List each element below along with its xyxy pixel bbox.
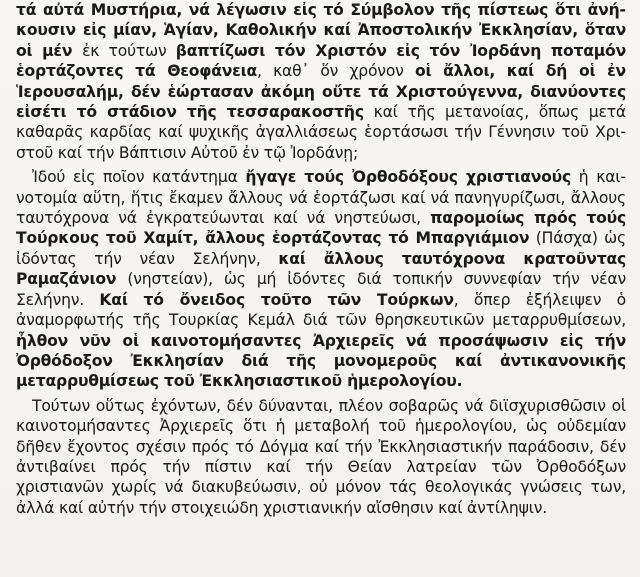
text-segment: (νηστείαν), ὡς μή ἰδόντες διά τοπικήν συννεφίαν τήν νέαν Σελήνην. bbox=[16, 270, 626, 309]
text-segment-bold: ἦλθον νῦν οἱ καινοτομήσαντες Ἀρχιερεῖς νά προσάψωσιν εἰς τήν Ὀρθόδοξον Ἐκκλησίαν διά τῆς μονομεροῦς καί ἀντικανονικῆς μεταρρυθμίσεως τοῦ Ἐκκλησιαστικοῦ ἡμερολογίου. bbox=[16, 331, 626, 391]
text-segment-bold: παρομοίως πρός τούς Τούρκους τοῦ Χαμίτ, ἄλλους ἑορτάζοντας τό Μπαργιάμιον bbox=[16, 209, 627, 248]
text-segment-bold: ἤγαγε τούς Ὀρθοδόξους χριστιανούς bbox=[245, 168, 572, 187]
paragraph-3 bbox=[16, 396, 626, 518]
text-segment: Ἰδού εἰς ποῖον κατάντημα bbox=[32, 168, 246, 187]
paragraph-2 bbox=[16, 167, 626, 391]
document-text bbox=[16, 0, 626, 518]
paragraph-1 bbox=[16, 0, 626, 163]
text-segment: καί τῆς μετανοίας, ὅπως μετά καθαρᾶς καρδίας καί ψυχικῆς ἀγαλλιάσεως ἑορτάσωσι τήν Γέννησιν τοῦ Χριστοῦ καί τήν Βάπτισιν Αὐτοῦ ἐν τῷ Ἰορδάνῃ; bbox=[16, 103, 626, 162]
text-segment: , καθ᾽ ὅν χρόνον bbox=[257, 62, 415, 81]
text-segment-bold: τά αὐτά Μυστήρια, νά λέγωσιν εἰς τό Σύμβολον τῆς πίστεως ὅτι ἀνήκουσιν εἰς μίαν, Ἁγίαν, Καθολικήν καί Ἀποστολικήν Ἐκκλησίαν, ὅταν οἱ μέν bbox=[16, 1, 626, 60]
text-segment-bold: βαπτίζωσι τόν Χριστόν εἰς τόν Ἰορδάνη ποταμόν ἑορτάζοντες τά Θεοφάνεια bbox=[16, 41, 626, 81]
text-segment: ἐκ τούτων bbox=[82, 41, 176, 60]
text-segment: ἡ καινοτομία αὕτη, ἥτις ἔκαμεν ἄλλους νά ἑορτάζωσι καί νά πανηγυρίζωσι, ἄλλους ταυτόχρονα νά ἐγκρατεύωνται καί νά νηστεύωσι, bbox=[16, 168, 626, 228]
text-segment-bold: Καί τό ὄνειδος τοῦτο τῶν Τούρκων bbox=[99, 290, 454, 309]
text-segment: (Πάσχα) ὡς ἰδόντας τήν νέαν Σελήνην, bbox=[16, 229, 626, 268]
text-segment-bold: οἱ ἄλλοι, καί δή οἱ ἐν Ἱερουσαλήμ, δέν ἑώρτασαν ἀκόμη οὔτε τά Χριστούγεννα, διανύοντες εἰσέτι τό στάδιον τῆς τεσσαρακοστῆς bbox=[16, 62, 626, 122]
text-segment-bold: καί ἄλλους ταυτόχρονα κρατοῦντας Ραμαζάνιον bbox=[16, 249, 626, 289]
text-segment: Τούτων οὕτως ἐχόντων, δέν δύνανται, πλέον σοβαρῶς νά διϊσχυρισθῶσιν οἱ καινοτομήσαντες Ἀρχιερεῖς ὅτι ἡ μεταβολή τοῦ ἡμερολογίου, ὡς οὐδεμίαν δῆθεν ἔχοντος σχέσιν πρός τό Δόγμα καί τήν Ἐκκλησιαστικήν παράδοσιν, δέν ἀντιβαίνει πρός τήν πίστιν καί τήν Θείαν λατρείαν τῶν Ὀρθοδόξων χριστιανῶν χωρίς νά διακυβεύωσιν, οὐ μόνον τάς θεολογικάς γνώσεις των, ἀλλά καί αὐτήν τήν στοιχειώδη χριστιανικήν αἴσθησιν καί ἀντίληψιν. bbox=[16, 396, 626, 517]
text-segment: , ὅπερ ἐξήλειψεν ὁ ἀναμορφωτής τῆς Τουρκίας Κεμάλ διά τῶν θρησκευτικῶν μεταρρυθμίσεων, bbox=[16, 290, 626, 330]
